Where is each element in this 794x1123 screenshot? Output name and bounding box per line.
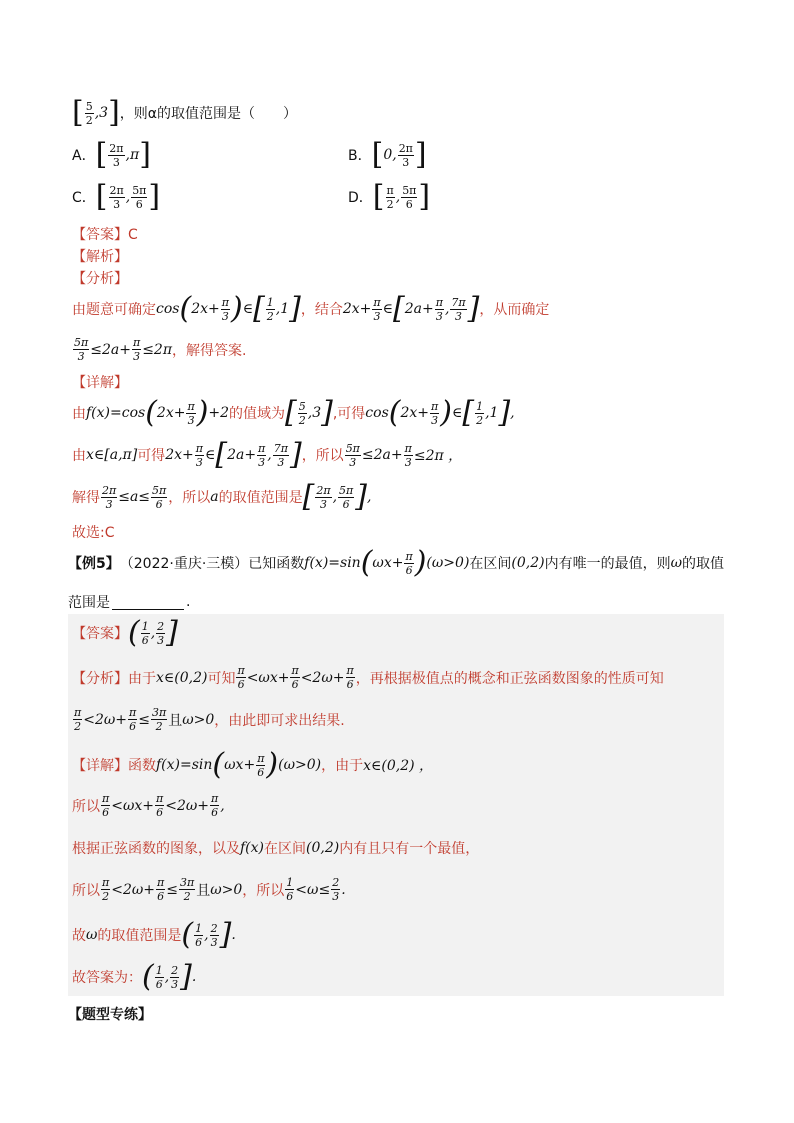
- option-d: D． [ $\frac{\pi}{2}$ , $\frac{5\pi}{6}$ ]: [348, 179, 431, 214]
- q4-fenxi-line2: $\frac{5\pi}{3}$ ≤2a+ $\frac{\pi}{3}$ ≤2π ，解得答案.: [74, 336, 247, 363]
- q5-detail-line1: 【详解】 函数 f(x)=sin ( ωx+ $\frac{\pi}{6}$ ) (ω>0) ，由于 x∈(0,2) ，: [72, 747, 434, 782]
- text: ,可得: [332, 406, 366, 422]
- q5-stem-line2: [68, 592, 190, 612]
- text: ，由于: [321, 758, 364, 774]
- text: 的取值范围是: [218, 490, 303, 506]
- text: 在区间: [469, 556, 512, 572]
- text: 的取值范围是: [97, 928, 182, 944]
- option-c: C． [ $\frac{2\pi}{3}$ , $\frac{5\pi}{6}$ ]: [72, 179, 161, 214]
- text: 【详解】: [72, 758, 128, 774]
- option-a-key: A．: [72, 148, 96, 164]
- text: 内有唯一的最值，则: [544, 556, 671, 572]
- text: .: [186, 594, 191, 610]
- q4-detail-line2: 由 x∈[a,π] 可得 2x+ $\frac{\pi}{3}$ ∈ [ 2a+ $\frac{\pi}{3}$ , $\frac{7\pi}{3}$ ] ，所以 $\frac{5\pi}{3}$ ≤2a+ $\frac{\pi}{3}$ ≤2π ，: [72, 437, 463, 472]
- text: 故答案为：: [72, 970, 142, 986]
- text: 函数: [128, 758, 156, 774]
- q4-conclusion: 故选:C: [72, 525, 115, 541]
- option-d-key: D．: [348, 190, 373, 206]
- text: 在区间: [264, 841, 307, 857]
- q5-detail-line2: 所以 $\frac{\pi}{6}$ <ωx+ $\frac{\pi}{6}$ <2ω+ $\frac{\pi}{6}$ ,: [72, 792, 225, 819]
- q5-answer: 【答案】 ( $\frac{1}{6}$ , $\frac{2}{3}$ ]: [72, 615, 178, 650]
- option-a: A． [ $\frac{2\pi}{3}$ ,π ]: [72, 137, 151, 172]
- q5-final-answer: 故答案为： ( $\frac{1}{6}$ , $\frac{2}{3}$ ] .: [72, 959, 197, 994]
- option-b: B． [ 0, $\frac{2\pi}{3}$ ]: [348, 137, 427, 172]
- text: 所以: [72, 882, 100, 899]
- interval-5-2-to-3: [ $\frac{5}{2}$ ,3 ]: [72, 95, 120, 130]
- text: ，结合: [300, 302, 343, 318]
- q5-detail-line3: 根据正弦函数的图象，以及 f(x) 在区间 (0,2) 内有且只有一个最值，: [72, 840, 480, 857]
- text: 的值域为: [229, 406, 286, 422]
- text: ，所以: [242, 882, 285, 899]
- section-title: 【题型专练】: [68, 1007, 152, 1023]
- q5-stem-line1: 【例5】 （2022·重庆·三模）已知函数 f(x)=sin ( ωx+ $\frac{\pi}{6}$ ) (ω>0) 在区间 (0,2) 内有唯一的最值，则 ω 的取值: [68, 545, 725, 580]
- text: 故: [72, 928, 86, 944]
- q4-stem-line: [72, 95, 298, 130]
- text: 解得: [72, 490, 100, 506]
- q4-xiangjie: 【详解】: [72, 375, 128, 391]
- option-b-key: B．: [348, 148, 372, 164]
- q4-answer: 【答案】C: [72, 227, 138, 243]
- text: 由: [72, 406, 86, 422]
- text: 的取值: [682, 556, 725, 572]
- text: 根据正弦函数的图象，以及: [72, 841, 240, 857]
- example-label: 【例5】: [68, 556, 120, 572]
- q4-detail-line1: 由 f(x)=cos ( 2x+ $\frac{\pi}{3}$ ) +2 的值域为 [ $\frac{5}{2}$ ,3 ] ,可得 cos ( 2x+ $\frac{\pi}{3}$ ) ∈ [ $\frac{1}{2}$ ,1 ] ,: [72, 395, 515, 430]
- q4-fenxi-line1: 由题意可确定 cos ( 2x+ $\frac{\pi}{3}$ ) ∈ [ $\frac{1}{2}$ ,1 ] ，结合 2x+ $\frac{\pi}{3}$ ∈ [ 2a+ $\frac{\pi}{3}$ , $\frac{7\pi}{3}$ ] ，从而确定: [72, 291, 550, 326]
- q4-jiexi: 【解析】: [72, 249, 128, 265]
- text: ，由此即可求出结果.: [214, 712, 345, 729]
- q5-fenxi-line2: $\frac{\pi}{2}$ <2ω+ $\frac{\pi}{6}$ ≤ $\frac{3\pi}{2}$ 且 ω>0 ，由此即可求出结果.: [74, 706, 345, 733]
- text: 可知: [207, 670, 236, 687]
- text: 【分析】: [72, 670, 128, 687]
- text: 【答案】: [72, 626, 128, 642]
- text: 范围是: [68, 595, 110, 611]
- text: 内有且只有一个最值，: [339, 841, 480, 857]
- answer-blank: [112, 595, 184, 610]
- text: 所以: [72, 798, 100, 815]
- text: 由: [72, 448, 86, 464]
- text: ，再根据极值点的概念和正弦函数图象的性质可知: [355, 670, 664, 687]
- text: ，所以: [168, 490, 211, 506]
- q5-fenxi-line1: 【分析】 由于 x∈(0,2) 可知 $\frac{\pi}{6}$ <ωx+ $\frac{\pi}{6}$ <2ω+ $\frac{\pi}{6}$ ，再根据极值点的概念和正弦函数图象的性质可知: [72, 664, 664, 691]
- text: （2022·重庆·三模）已知函数: [119, 556, 305, 572]
- q4-fenxi: 【分析】: [72, 271, 128, 287]
- q4-stem-text: ，则α的取值范围是（ ）: [119, 106, 298, 122]
- option-c-key: C．: [72, 190, 96, 206]
- text: 可得: [137, 448, 166, 464]
- text: 由于: [128, 670, 156, 687]
- text: ，解得答案.: [172, 342, 247, 359]
- text: ，从而确定: [479, 302, 550, 318]
- q5-detail-line4: 所以 $\frac{\pi}{2}$ <2ω+ $\frac{\pi}{6}$ ≤ $\frac{3\pi}{2}$ 且 ω>0 ，所以 $\frac{1}{6}$ <ω≤ $\frac{2}{3}$ .: [72, 876, 346, 903]
- text: 由题意可确定: [72, 302, 156, 318]
- q5-detail-line5: 故 ω 的取值范围是 ( $\frac{1}{6}$ , $\frac{2}{3}$ ] .: [72, 917, 236, 952]
- text: ，所以: [301, 448, 344, 464]
- q4-detail-line3: 解得 $\frac{2\pi}{3}$ ≤a≤ $\frac{5\pi}{6}$ ，所以 a 的取值范围是 [ $\frac{2\pi}{3}$ , $\frac{5\pi}{6}$ ] ,: [72, 479, 372, 514]
